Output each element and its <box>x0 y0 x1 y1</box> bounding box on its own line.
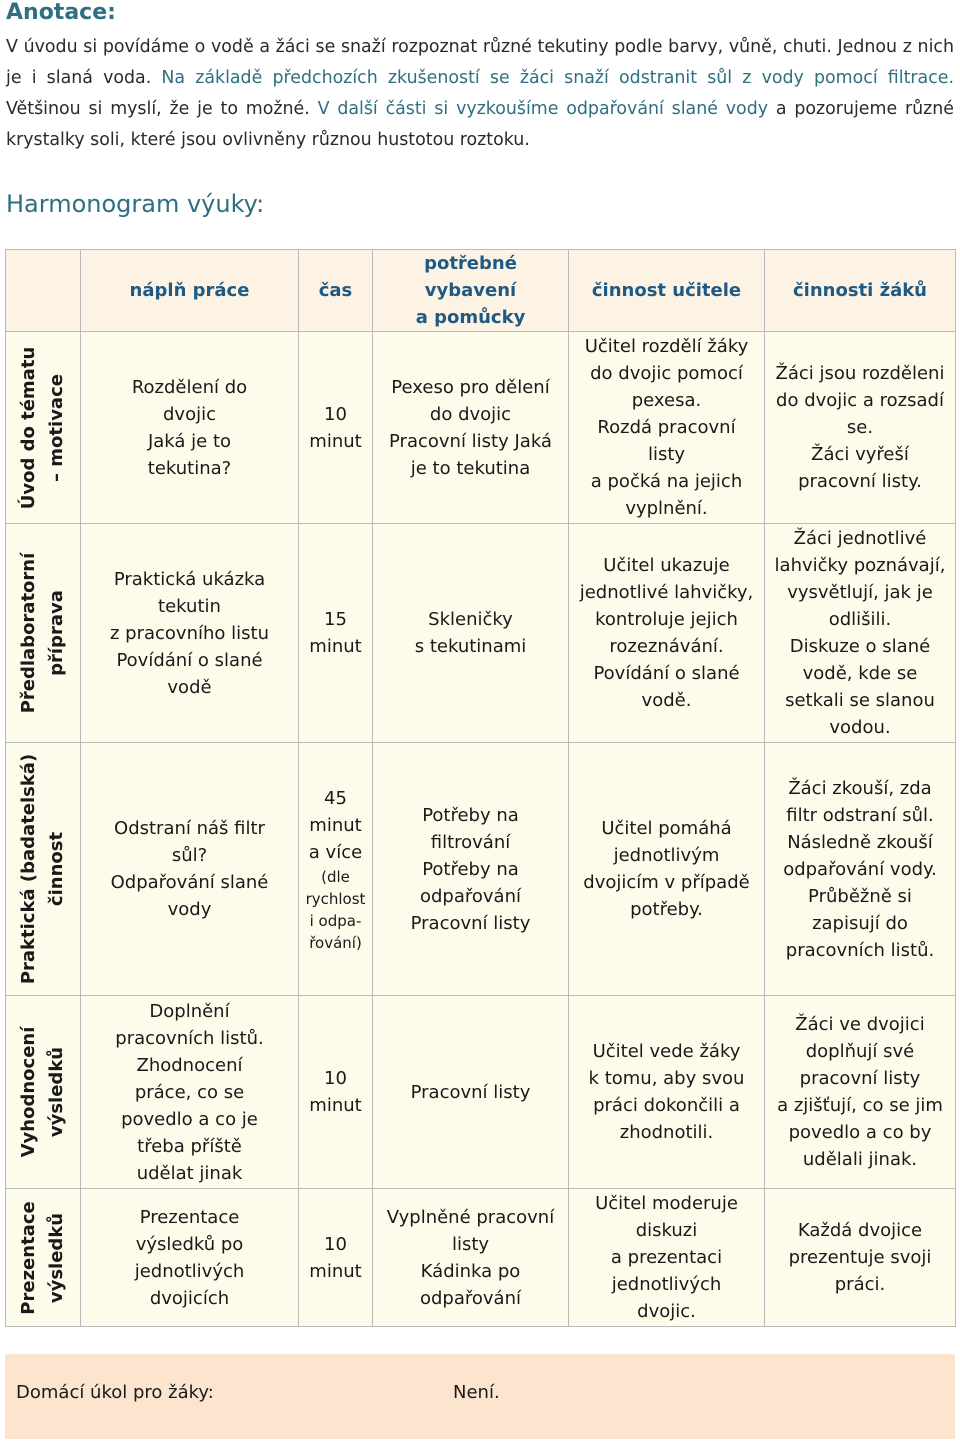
cell-line: zapisují do <box>812 912 908 934</box>
teacher-cell <box>569 524 765 743</box>
cell-line: minut <box>309 1095 362 1116</box>
cell-line: vodou. <box>829 717 891 738</box>
phase-cell <box>6 524 81 743</box>
cell-line: rozeznávání. <box>609 636 724 657</box>
cell-line: kontroluje jejich <box>595 609 738 630</box>
cell-line: Pracovní listy Jaká <box>389 430 552 452</box>
cell-line: odpařování vody. <box>783 858 937 880</box>
cell-line: a zjišťují, co se jim <box>777 1095 943 1116</box>
cell-line: odlišili. <box>828 609 892 630</box>
cell-line: práci dokončili a <box>593 1095 740 1116</box>
cell-line: pracovní listy <box>799 1068 921 1089</box>
cell-line: minut <box>309 636 362 657</box>
teacher-cell <box>569 1189 765 1327</box>
cell-line: Potřeby na <box>422 804 519 826</box>
cell-line: řování) <box>309 933 362 952</box>
phase-label-line: výsledků <box>46 1046 67 1138</box>
schedule-row <box>6 743 956 996</box>
annotation-highlight: V další části si vyzkoušíme odpařování slané vody <box>317 99 769 119</box>
cell-line: Učitel vede žáky <box>592 1041 741 1062</box>
equipment-cell <box>373 996 569 1189</box>
header-students: činnosti žáků <box>765 250 956 332</box>
cell-line: Kádinka po <box>420 1260 521 1282</box>
phase-label <box>15 553 71 714</box>
cell-line: třeba příště <box>137 1135 242 1157</box>
time-cell <box>299 996 373 1189</box>
cell-line: do dvojic a rozsadí <box>776 390 944 411</box>
cell-line: listy <box>647 444 686 465</box>
schedule-row <box>6 996 956 1189</box>
cell-line: pracovních listů. <box>115 1027 264 1049</box>
cell-line: 10 <box>324 1233 347 1255</box>
cell-line: Žáci ve dvojici <box>795 1014 925 1035</box>
cell-line: Učitel rozdělí žáky <box>584 336 749 357</box>
cell-line: Pracovní listy <box>410 1081 531 1103</box>
cell-line: do dvojic pomocí <box>590 363 743 384</box>
cell-line: doplňují své <box>805 1041 915 1062</box>
cell-line: Pracovní listy <box>410 912 531 934</box>
cell-line: Prezentace <box>139 1206 240 1228</box>
cell-line: Jaká je to <box>147 430 232 452</box>
students-cell <box>765 1189 956 1327</box>
phase-label <box>15 1201 71 1314</box>
cell-line: tekutina? <box>147 457 232 479</box>
cell-line: je to tekutina <box>410 457 531 479</box>
annotation-text: V úvodu si povídáme o vodě a žáci se snaží rozpoznat různé tekutiny podle barvy, vůně, chuti. Jednou z nich je i slaná voda. Na základě předchozích zkušeností se žáci snaží odstranit sůl z vody pomocí filtrace. Většinou si myslí, že je to možné. V další části si vyzkoušíme odpařování slané vody a pozorujeme různé krystalky soli, které jsou ovlivněny různou hustotou roztoku. <box>6 37 955 150</box>
homework-value: Není. <box>453 1382 500 1403</box>
header-equipment-line: a pomůcky <box>415 307 526 328</box>
cell-line: Průběžně si <box>808 885 912 907</box>
time-cell <box>299 1189 373 1327</box>
cell-line: jednotlivé lahvičky, <box>579 582 754 603</box>
cell-line: listy <box>451 1233 490 1255</box>
cell-line: Žáci zkouší, zda <box>788 777 932 799</box>
content-cell <box>81 1189 299 1327</box>
cell-line: povedlo a co je <box>121 1108 258 1130</box>
phase-label-line: příprava <box>46 590 67 676</box>
content-cell <box>81 996 299 1189</box>
equipment-cell <box>373 524 569 743</box>
equipment-cell <box>373 332 569 524</box>
cell-line: vyplnění. <box>625 498 708 519</box>
cell-line: Povídání o slané <box>593 663 740 684</box>
header-equipment <box>373 250 569 332</box>
cell-line: minut <box>309 430 362 452</box>
phase-label-line: činnost <box>46 831 67 907</box>
phase-label-line: Vyhodnocení <box>18 1026 39 1158</box>
cell-line: práci. <box>834 1274 886 1295</box>
cell-line: vodě. <box>641 690 692 711</box>
cell-line: Učitel moderuje <box>595 1193 738 1214</box>
cell-line: prezentuje svoji <box>788 1247 932 1268</box>
cell-line: filtrování <box>430 831 511 853</box>
content-cell <box>81 524 299 743</box>
cell-line: odpařování <box>419 885 521 907</box>
cell-line: Rozdá pracovní <box>597 417 736 438</box>
cell-line: i odpa- <box>309 911 362 930</box>
phase-label-line: Předlaboratorní <box>18 552 39 714</box>
cell-line: Diskuze o slané <box>789 636 931 657</box>
cell-line: Učitel ukazuje <box>603 555 730 576</box>
cell-line: zhodnotili. <box>619 1122 714 1143</box>
cell-line: jednotlivých <box>134 1260 245 1282</box>
cell-line: diskuzi <box>635 1220 698 1241</box>
phase-label <box>15 1027 71 1158</box>
students-cell <box>765 524 956 743</box>
cell-line: 15 <box>324 609 347 630</box>
cell-line: (dle <box>321 867 350 886</box>
cell-line: setkali se slanou <box>785 690 935 711</box>
cell-line: dvojic. <box>637 1301 696 1322</box>
cell-line: se. <box>846 417 874 438</box>
cell-line: Žáci jednotlivé <box>793 528 927 549</box>
cell-line: dvojicích <box>149 1287 230 1309</box>
equipment-cell <box>373 743 569 996</box>
cell-line: udělali jinak. <box>802 1149 918 1170</box>
cell-line: tekutin <box>158 595 221 617</box>
schedule-title: Harmonogram výuky: <box>6 190 265 218</box>
cell-line: sůl? <box>171 845 208 866</box>
cell-line: lahvičky poznávají, <box>774 555 946 576</box>
schedule-body <box>6 332 956 1327</box>
equipment-cell <box>373 1189 569 1327</box>
phase-cell <box>6 743 81 996</box>
cell-line: Povídání o slané <box>116 649 263 671</box>
cell-line: Odpařování slané <box>110 872 269 893</box>
time-cell <box>299 524 373 743</box>
cell-line: a počká na jejich <box>590 471 743 492</box>
cell-line: potřeby. <box>630 899 703 920</box>
students-cell <box>765 743 956 996</box>
cell-line: udělat jinak <box>136 1162 243 1184</box>
cell-line: pracovní listy. <box>798 471 922 492</box>
students-cell <box>765 332 956 524</box>
phase-cell <box>6 1189 81 1327</box>
phase-label-line: – motivace <box>46 373 67 482</box>
cell-line: Rozdělení do <box>131 376 248 398</box>
cell-line: jednotlivým <box>613 845 720 866</box>
cell-line: jednotlivých <box>611 1274 722 1295</box>
phase-label <box>15 346 71 509</box>
cell-line: výsledků po <box>135 1233 244 1255</box>
cell-line: vodě, kde se <box>802 663 918 684</box>
cell-line: Žáci vyřeší <box>811 444 909 465</box>
cell-line: a více <box>308 841 363 863</box>
header-equipment-line: vybavení <box>424 280 517 301</box>
schedule-header-row <box>6 250 956 332</box>
cell-line: dvojic <box>163 403 216 425</box>
schedule-table <box>5 249 956 1327</box>
phase-cell <box>6 996 81 1189</box>
cell-line: 10 <box>324 403 347 425</box>
cell-line: práce, co se <box>134 1081 245 1103</box>
teacher-cell <box>569 996 765 1189</box>
content-cell <box>81 743 299 996</box>
header-equipment-line: potřebné <box>424 253 517 274</box>
cell-line: vody <box>167 899 212 920</box>
cell-line: odpařování <box>419 1287 521 1309</box>
phase-label-line: Úvod do tématu <box>18 346 39 509</box>
homework-box <box>5 1354 955 1439</box>
schedule-row <box>6 332 956 524</box>
cell-line: minut <box>309 1260 362 1282</box>
cell-line: Praktická ukázka <box>113 568 266 590</box>
cell-line: s tekutinami <box>414 636 527 657</box>
cell-line: rychlost <box>305 889 366 908</box>
teacher-cell <box>569 743 765 996</box>
schedule-row <box>6 1189 956 1327</box>
cell-line: povedlo a co by <box>788 1122 932 1143</box>
annotation-title: Anotace: <box>6 0 116 25</box>
header-phase <box>6 250 81 332</box>
header-time: čas <box>299 250 373 332</box>
cell-line: dvojicím v případě <box>583 872 750 893</box>
cell-line: Skleničky <box>428 609 513 630</box>
cell-line: Odstraní náš filtr <box>114 818 265 839</box>
phase-label-line: výsledků <box>46 1212 67 1303</box>
phase-label-line: Praktická (badatelská) <box>18 753 39 985</box>
cell-line: Učitel pomáhá <box>601 818 732 839</box>
cell-line: Následně zkouší <box>787 831 933 853</box>
phase-label <box>15 754 71 984</box>
cell-line: Vyplněné pracovní <box>386 1206 555 1228</box>
cell-line: minut <box>309 814 362 836</box>
cell-line: 10 <box>324 1068 347 1089</box>
cell-line: pexesa. <box>631 390 702 411</box>
header-content: náplň práce <box>81 250 299 332</box>
content-cell <box>81 332 299 524</box>
header-teacher: činnost učitele <box>569 250 765 332</box>
cell-line: Pexeso pro dělení <box>391 376 550 398</box>
phase-cell <box>6 332 81 524</box>
cell-line: a prezentaci <box>610 1247 723 1268</box>
cell-line: filtr odstraní sůl. <box>786 804 934 826</box>
schedule-row <box>6 524 956 743</box>
cell-line: vysvětlují, jak je <box>787 582 933 603</box>
cell-line: Každá dvojice <box>797 1220 923 1241</box>
cell-line: Potřeby na <box>422 858 519 880</box>
time-cell <box>299 743 373 996</box>
teacher-cell <box>569 332 765 524</box>
cell-line: 45 <box>324 787 347 809</box>
cell-line: Zhodnocení <box>136 1054 243 1076</box>
cell-line: do dvojic <box>429 403 512 425</box>
cell-line: pracovních listů. <box>785 939 935 961</box>
phase-label-line: Prezentace <box>18 1200 39 1315</box>
cell-line: Žáci jsou rozděleni <box>775 363 945 384</box>
homework-label: Domácí úkol pro žáky: <box>16 1382 214 1403</box>
time-cell <box>299 332 373 524</box>
cell-line: Doplnění <box>149 1000 230 1022</box>
annotation-highlight: Na základě předchozích zkušeností se žáci snaží odstranit sůl z vody pomocí filtrace. <box>161 68 955 88</box>
students-cell <box>765 996 956 1189</box>
cell-line: z pracovního listu <box>110 622 269 644</box>
cell-line: vodě <box>167 676 212 698</box>
cell-line: k tomu, aby svou <box>588 1068 745 1089</box>
